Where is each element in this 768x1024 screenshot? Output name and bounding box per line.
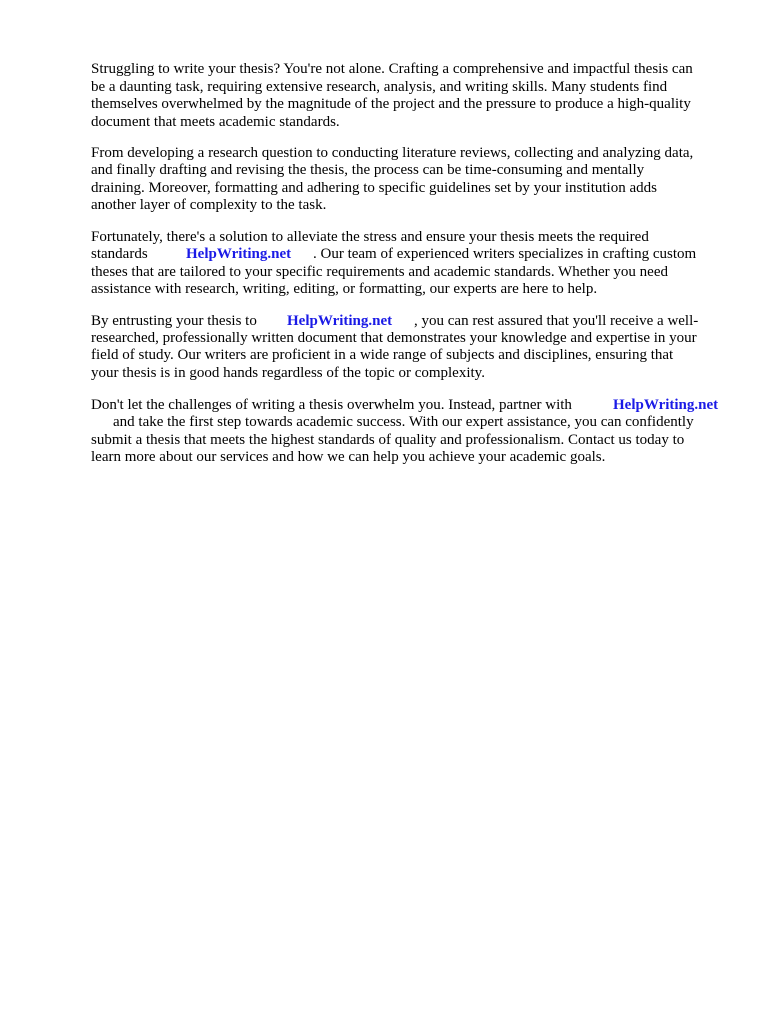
paragraph-1-line-3: themselves overwhelmed by the magnitude of the project and the pressure to produce a high-quality [91,96,691,112]
helpwriting-link-3[interactable]: HelpWriting.net [613,397,719,413]
paragraph-2-line-3: draining. Moreover, formatting and adhering to specific guidelines set by your institution adds [91,180,657,196]
paragraph-2-line-4: another layer of complexity to the task. [91,197,327,213]
paragraph-5-line-4: learn more about our services and how we can help you achieve your academic goals. [91,449,606,465]
paragraph-5-line-1-start: Don't let the challenges of writing a thesis overwhelm you. Instead, partner with [91,397,572,413]
paragraph-1-line-1: Struggling to write your thesis? You're not alone. Crafting a comprehensive and impactful thesis can [91,61,693,77]
helpwriting-link-2[interactable]: HelpWriting.net [287,313,393,329]
paragraph-2-line-2: and finally drafting and revising the thesis, the process can be time-consuming and mentally [91,162,645,178]
paragraph-3-line-2-end: . Our team of experienced writers specializes in crafting custom [313,246,697,262]
paragraph-2-line-1: From developing a research question to conducting literature reviews, collecting and analyzing data, [91,145,694,161]
paragraph-4-line-4: your thesis is in good hands regardless of the topic or complexity. [91,365,485,381]
paragraph-3-line-4: assistance with research, writing, editing, or formatting, our experts are here to help. [91,281,598,297]
paragraph-4-line-1-start: By entrusting your thesis to [91,313,257,329]
paragraph-4-line-2: researched, professionally written document that demonstrates your knowledge and expertise in your [91,330,697,346]
paragraph-3-line-3: theses that are tailored to your specific requirements and academic standards. Whether you need [91,264,668,280]
paragraph-5-line-2: and take the first step towards academic success. With our expert assistance, you can confidently [113,414,694,430]
paragraph-1-line-2: be a daunting task, requiring extensive research, analysis, and writing skills. Many students find [91,79,668,95]
paragraph-3-line-2-start: standards [91,246,148,262]
paragraph-1-line-4: document that meets academic standards. [91,114,340,130]
paragraph-4-line-3: field of study. Our writers are proficient in a wide range of subjects and disciplines, ensuring that [91,347,674,363]
paragraph-4-line-1-end: , you can rest assured that you'll receive a well- [414,313,699,329]
paragraph-3-line-1: Fortunately, there's a solution to alleviate the stress and ensure your thesis meets the required [91,229,649,245]
helpwriting-link-1[interactable]: HelpWriting.net [186,246,292,262]
paragraph-5-line-3: submit a thesis that meets the highest standards of quality and professionalism. Contact us today to [91,432,685,448]
